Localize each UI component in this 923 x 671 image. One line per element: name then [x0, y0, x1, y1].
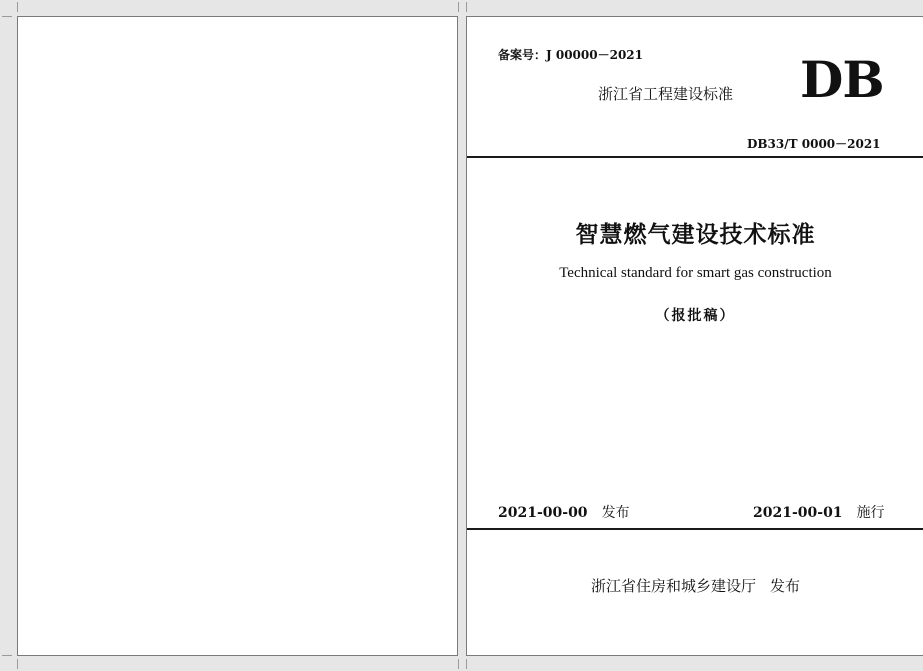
crop-mark [458, 2, 459, 12]
record-number: 备案号：J 00000－2021 [498, 48, 644, 62]
crop-mark [17, 2, 18, 12]
crop-mark [458, 659, 459, 669]
document-title-en: Technical standard for smart gas construction [559, 265, 832, 281]
blank-left-page [17, 16, 458, 656]
standard-code: DB33/T 0000－2021 [747, 137, 881, 151]
db-logo: DB [800, 50, 884, 109]
crop-mark [2, 16, 12, 17]
crop-mark [466, 659, 467, 669]
crop-mark [17, 659, 18, 669]
crop-mark [2, 655, 12, 656]
draft-status: （报批稿） [655, 308, 736, 324]
issue-date: 2021-00-00 [498, 505, 588, 521]
issue-date-line [498, 502, 630, 522]
footer-divider [467, 528, 923, 530]
publisher-word: 发布 [770, 577, 801, 595]
effective-date-line [753, 502, 885, 522]
effective-date: 2021-00-01 [753, 505, 843, 521]
publisher-name: 浙江省住房和城乡建设厅 [590, 577, 756, 595]
issue-word: 发布 [601, 505, 630, 521]
header-divider [467, 156, 923, 158]
crop-mark [466, 2, 467, 12]
effective-word: 施行 [856, 505, 885, 521]
document-title-zh: 智慧燃气建设技术标准 [575, 221, 816, 248]
publisher-line [467, 575, 923, 596]
standard-org-label: 浙江省工程建设标准 [598, 85, 734, 103]
cover-page [466, 16, 923, 656]
